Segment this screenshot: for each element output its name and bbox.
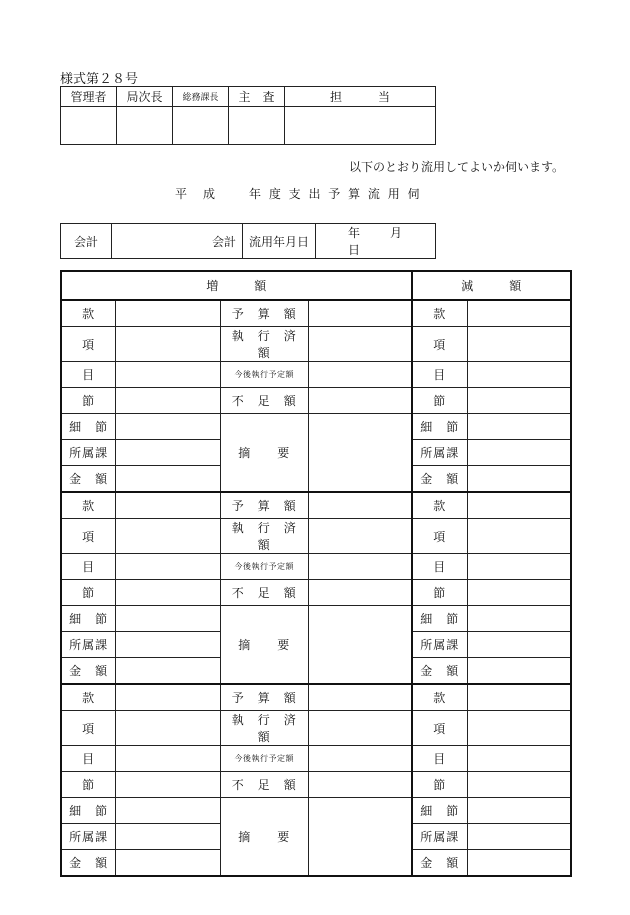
decrease-value-field[interactable] <box>467 440 571 466</box>
increase-row-label: 款 <box>61 684 116 711</box>
decrease-row-label: 項 <box>412 327 468 362</box>
increase-value-field[interactable] <box>116 711 220 746</box>
decrease-row-label: 項 <box>412 711 468 746</box>
approval-header-staff: 担 当 <box>285 87 436 107</box>
increase-row-label: 細 節 <box>61 606 116 632</box>
decrease-value-field[interactable] <box>467 632 571 658</box>
increase-value-field[interactable] <box>116 824 220 850</box>
decrease-value-field[interactable] <box>467 684 571 711</box>
summary-label: 摘 要 <box>220 606 308 685</box>
year-label: 年 <box>348 226 361 240</box>
budget-row-label: 執 行 済 額 <box>220 519 308 554</box>
increase-value-field[interactable] <box>116 300 220 327</box>
decrease-value-field[interactable] <box>467 798 571 824</box>
decrease-value-field[interactable] <box>467 492 571 519</box>
increase-value-field[interactable] <box>116 606 220 632</box>
increase-row-label: 項 <box>61 519 116 554</box>
budget-value-field[interactable] <box>308 492 411 519</box>
budget-row-label: 不 足 額 <box>220 580 308 606</box>
month-label: 月 <box>390 226 403 240</box>
increase-value-field[interactable] <box>116 466 220 493</box>
account-label: 会計 <box>61 224 112 259</box>
budget-value-field[interactable] <box>308 580 411 606</box>
budget-row-label: 予 算 額 <box>220 492 308 519</box>
decrease-row-label: 目 <box>412 746 468 772</box>
decrease-value-field[interactable] <box>467 580 571 606</box>
transfer-date-label: 流用年月日 <box>243 224 316 259</box>
budget-row-label: 不 足 額 <box>220 772 308 798</box>
decrease-header: 減 額 <box>412 271 571 300</box>
decrease-row-label: 金 額 <box>412 850 468 877</box>
increase-row-label: 款 <box>61 300 116 327</box>
decrease-value-field[interactable] <box>467 466 571 493</box>
decrease-value-field[interactable] <box>467 327 571 362</box>
budget-value-field[interactable] <box>308 388 411 414</box>
increase-row-label: 金 額 <box>61 466 116 493</box>
title-era: 平 成 <box>175 187 218 201</box>
budget-value-field[interactable] <box>308 684 411 711</box>
increase-row-label: 金 額 <box>61 850 116 877</box>
increase-row-label: 目 <box>61 746 116 772</box>
decrease-row-label: 金 額 <box>412 466 468 493</box>
approval-stamp-table <box>60 86 436 145</box>
summary-field[interactable] <box>308 798 411 877</box>
increase-row-label: 所属課 <box>61 824 116 850</box>
budget-row-label: 今後執行予定額 <box>220 554 308 580</box>
increase-value-field[interactable] <box>116 362 220 388</box>
form-number: 様式第２８号 <box>60 72 139 87</box>
approval-header-chief: 主 査 <box>229 87 285 107</box>
decrease-row-label: 節 <box>412 580 468 606</box>
increase-value-field[interactable] <box>116 440 220 466</box>
increase-value-field[interactable] <box>116 684 220 711</box>
decrease-row-label: 所属課 <box>412 440 468 466</box>
account-table <box>60 223 436 259</box>
decrease-row-label: 款 <box>412 300 468 327</box>
decrease-value-field[interactable] <box>467 658 571 685</box>
decrease-row-label: 款 <box>412 684 468 711</box>
increase-row-label: 金 額 <box>61 658 116 685</box>
increase-value-field[interactable] <box>116 554 220 580</box>
transfer-date-field[interactable] <box>316 224 436 259</box>
increase-row-label: 節 <box>61 580 116 606</box>
form-title <box>175 185 422 202</box>
decrease-value-field[interactable] <box>467 746 571 772</box>
decrease-row-label: 節 <box>412 388 468 414</box>
decrease-value-field[interactable] <box>467 772 571 798</box>
transfer-table <box>60 270 572 877</box>
budget-row-label: 不 足 額 <box>220 388 308 414</box>
increase-value-field[interactable] <box>116 798 220 824</box>
title-rest: 年 度 支 出 予 算 流 用 伺 <box>249 187 422 201</box>
decrease-row-label: 細 節 <box>412 798 468 824</box>
budget-row-label: 今後執行予定額 <box>220 362 308 388</box>
approval-header-deputy: 局次長 <box>117 87 173 107</box>
stamp-cell[interactable] <box>229 107 285 145</box>
decrease-row-label: 目 <box>412 554 468 580</box>
increase-value-field[interactable] <box>116 632 220 658</box>
budget-value-field[interactable] <box>308 711 411 746</box>
increase-value-field[interactable] <box>116 658 220 685</box>
increase-row-label: 項 <box>61 711 116 746</box>
increase-value-field[interactable] <box>116 850 220 877</box>
increase-value-field[interactable] <box>116 580 220 606</box>
stamp-cell[interactable] <box>61 107 117 145</box>
increase-row-label: 所属課 <box>61 440 116 466</box>
decrease-value-field[interactable] <box>467 414 571 440</box>
account-field[interactable]: 会計 <box>112 224 243 259</box>
stamp-cell[interactable] <box>117 107 173 145</box>
decrease-value-field[interactable] <box>467 388 571 414</box>
decrease-value-field[interactable] <box>467 300 571 327</box>
increase-header: 増 額 <box>61 271 412 300</box>
increase-row-label: 款 <box>61 492 116 519</box>
day-label: 日 <box>348 243 361 257</box>
decrease-row-label: 節 <box>412 772 468 798</box>
decrease-row-label: 所属課 <box>412 824 468 850</box>
summary-field[interactable] <box>308 414 411 493</box>
increase-value-field[interactable] <box>116 388 220 414</box>
budget-value-field[interactable] <box>308 327 411 362</box>
decrease-row-label: 目 <box>412 362 468 388</box>
stamp-cell[interactable] <box>173 107 229 145</box>
decrease-row-label: 細 節 <box>412 606 468 632</box>
increase-row-label: 項 <box>61 327 116 362</box>
increase-row-label: 細 節 <box>61 414 116 440</box>
decrease-value-field[interactable] <box>467 711 571 746</box>
decrease-row-label: 項 <box>412 519 468 554</box>
increase-row-label: 細 節 <box>61 798 116 824</box>
increase-value-field[interactable] <box>116 519 220 554</box>
budget-value-field[interactable] <box>308 772 411 798</box>
increase-value-field[interactable] <box>116 414 220 440</box>
increase-value-field[interactable] <box>116 492 220 519</box>
summary-field[interactable] <box>308 606 411 685</box>
decrease-value-field[interactable] <box>467 519 571 554</box>
increase-row-label: 目 <box>61 362 116 388</box>
summary-label: 摘 要 <box>220 798 308 877</box>
stamp-cell[interactable] <box>285 107 436 145</box>
decrease-row-label: 所属課 <box>412 632 468 658</box>
request-notice: 以下のとおり流用してよいか伺います。 <box>348 160 564 174</box>
decrease-value-field[interactable] <box>467 850 571 877</box>
decrease-value-field[interactable] <box>467 606 571 632</box>
decrease-row-label: 細 節 <box>412 414 468 440</box>
decrease-value-field[interactable] <box>467 554 571 580</box>
decrease-row-label: 款 <box>412 492 468 519</box>
budget-row-label: 今後執行予定額 <box>220 746 308 772</box>
increase-row-label: 節 <box>61 388 116 414</box>
budget-value-field[interactable] <box>308 519 411 554</box>
decrease-value-field[interactable] <box>467 824 571 850</box>
budget-row-label: 予 算 額 <box>220 300 308 327</box>
summary-label: 摘 要 <box>220 414 308 493</box>
budget-row-label: 執 行 済 額 <box>220 711 308 746</box>
budget-value-field[interactable] <box>308 554 411 580</box>
increase-row-label: 所属課 <box>61 632 116 658</box>
increase-value-field[interactable] <box>116 746 220 772</box>
budget-row-label: 予 算 額 <box>220 684 308 711</box>
approval-header-general-affairs: 総務課長 <box>173 87 229 107</box>
increase-value-field[interactable] <box>116 772 220 798</box>
budget-value-field[interactable] <box>308 300 411 327</box>
increase-row-label: 目 <box>61 554 116 580</box>
increase-value-field[interactable] <box>116 327 220 362</box>
budget-row-label: 執 行 済 額 <box>220 327 308 362</box>
budget-value-field[interactable] <box>308 746 411 772</box>
decrease-value-field[interactable] <box>467 362 571 388</box>
budget-value-field[interactable] <box>308 362 411 388</box>
approval-header-manager: 管理者 <box>61 87 117 107</box>
increase-row-label: 節 <box>61 772 116 798</box>
decrease-row-label: 金 額 <box>412 658 468 685</box>
